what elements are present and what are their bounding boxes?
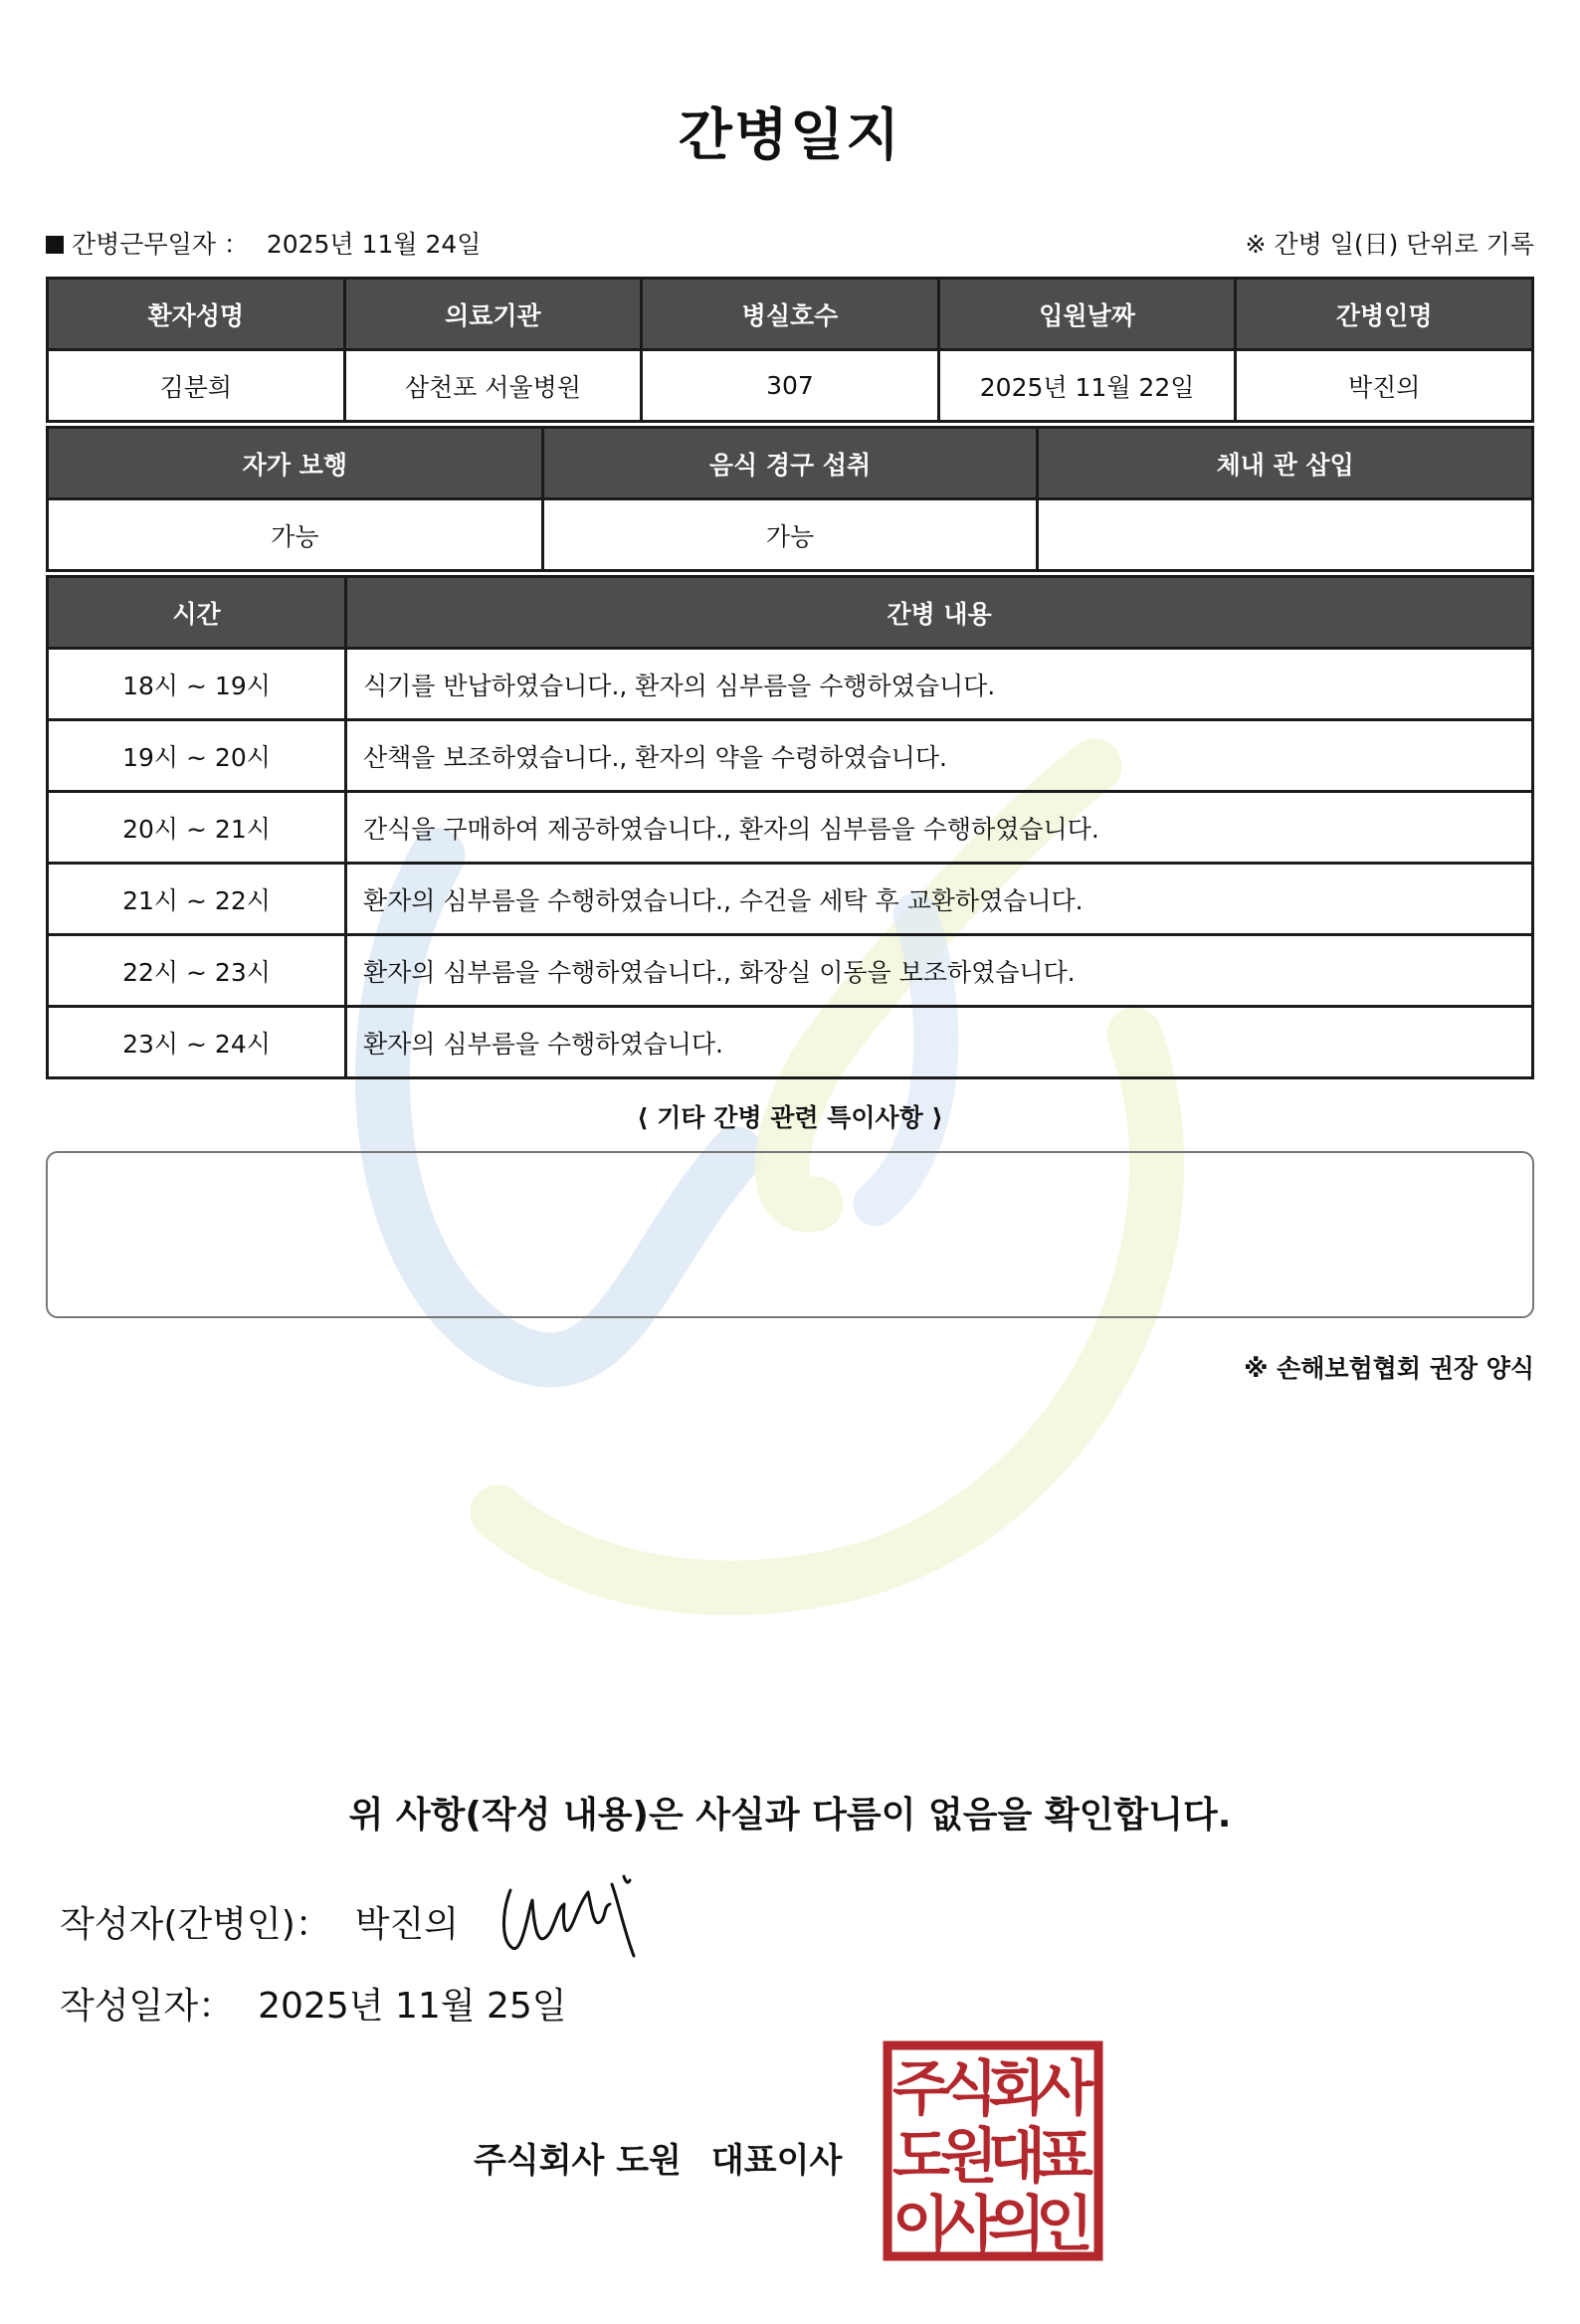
special-notes-label: ⟨ 기타 간병 관련 특이사항 ⟩ [637,1103,943,1132]
care-log-header-row [48,577,1533,649]
svg-text:의: 의 [988,2190,1046,2259]
work-date-line [46,225,481,261]
square-bullet-icon [46,236,64,254]
company-seal-stamp [882,2039,1104,2262]
care-content: 환자의 심부름을 수행하였습니다., 수건을 세탁 후 교환하였습니다. [346,864,1533,935]
table-row [48,864,1533,935]
svg-text:원: 원 [940,2122,998,2192]
svg-text:주: 주 [892,2054,950,2124]
care-time: 22시 ~ 23시 [48,935,346,1007]
care-content: 식기를 반납하였습니다., 환자의 심부름을 수행하였습니다. [346,649,1533,720]
company-name: 주식회사 도원 [474,2141,682,2181]
svg-text:회: 회 [988,2054,1046,2124]
header-caregiver-name: 간병인명 [1236,279,1533,350]
work-date-label: 간병근무일자 ： [72,230,249,259]
special-notes-box [46,1151,1534,1318]
written-date-value: 2025년 11월 25일 [258,1986,567,2027]
header-tube-insertion: 체내 관 삽입 [1038,428,1533,499]
work-date-value: 2025년 11월 24일 [266,230,482,259]
writer-label: 작성자(간병인)： [60,1904,331,1945]
svg-text:사: 사 [940,2190,998,2259]
header-hospital: 의료기관 [344,279,642,350]
header-patient-name: 환자성명 [48,279,345,350]
document-title: 간병일지 [678,103,902,168]
tube-insertion-value [1038,499,1533,571]
care-time: 21시 ~ 22시 [48,864,346,935]
care-time: 20시 ~ 21시 [48,792,346,864]
header-admission-date: 입원날짜 [938,279,1236,350]
table-row [48,1007,1533,1078]
writer-line [60,1896,459,1947]
svg-text:식: 식 [940,2054,998,2124]
table-row [48,720,1533,792]
writer-name: 박진의 [354,1904,460,1945]
care-content: 간식을 구매하여 제공하였습니다., 환자의 심부름을 수행하였습니다. [346,792,1533,864]
oral-intake-value: 가능 [542,499,1038,571]
header-time: 시간 [48,577,346,649]
svg-text:표: 표 [1036,2122,1093,2192]
svg-text:인: 인 [1036,2190,1093,2259]
company-signature-line [474,2133,842,2182]
patient-status-table [46,426,1534,572]
svg-text:사: 사 [1036,2054,1093,2124]
patient-info-value-row [48,350,1533,422]
caregiver-name: 박진의 [1236,350,1533,422]
svg-text:대: 대 [988,2122,1046,2192]
svg-text:이: 이 [892,2190,950,2259]
header-self-walking: 자가 보행 [48,428,543,499]
patient-info-header-row [48,279,1533,350]
recommend-note: ※ 손해보험협회 권장 양식 [1244,1354,1534,1383]
hospital-name: 삼천포 서울병원 [344,350,642,422]
table-row [48,935,1533,1007]
svg-text:도: 도 [892,2122,950,2192]
patient-name: 김분희 [48,350,345,422]
care-content: 환자의 심부름을 수행하였습니다. [346,1007,1533,1078]
admission-date: 2025년 11월 22일 [938,350,1236,422]
header-care-content: 간병 내용 [346,577,1533,649]
confirmation-statement: 위 사항(작성 내용)은 사실과 다름이 없음을 확인합니다. [348,1795,1232,1836]
table-row [48,792,1533,864]
header-oral-intake: 음식 경구 섭취 [542,428,1038,499]
care-log-table [46,575,1534,1079]
header-room-number: 병실호수 [642,279,939,350]
table-row [48,649,1533,720]
company-ceo-title: 대표이사 [710,2141,843,2181]
care-content: 산책을 보조하였습니다., 환자의 약을 수령하였습니다. [346,720,1533,792]
patient-status-header-row [48,428,1533,499]
written-date-line [60,1978,567,2029]
handwritten-signature [493,1870,647,1960]
patient-status-value-row [48,499,1533,571]
care-time: 19시 ~ 20시 [48,720,346,792]
room-number: 307 [642,350,939,422]
care-content: 환자의 심부름을 수행하였습니다., 화장실 이동을 보조하였습니다. [346,935,1533,1007]
care-time: 23시 ~ 24시 [48,1007,346,1078]
care-time: 18시 ~ 19시 [48,649,346,720]
written-date-label: 작성일자： [60,1986,235,2027]
unit-note: ※ 간병 일(日) 단위로 기록 [1245,230,1534,259]
patient-info-table [46,277,1534,423]
self-walking-value: 가능 [48,499,543,571]
